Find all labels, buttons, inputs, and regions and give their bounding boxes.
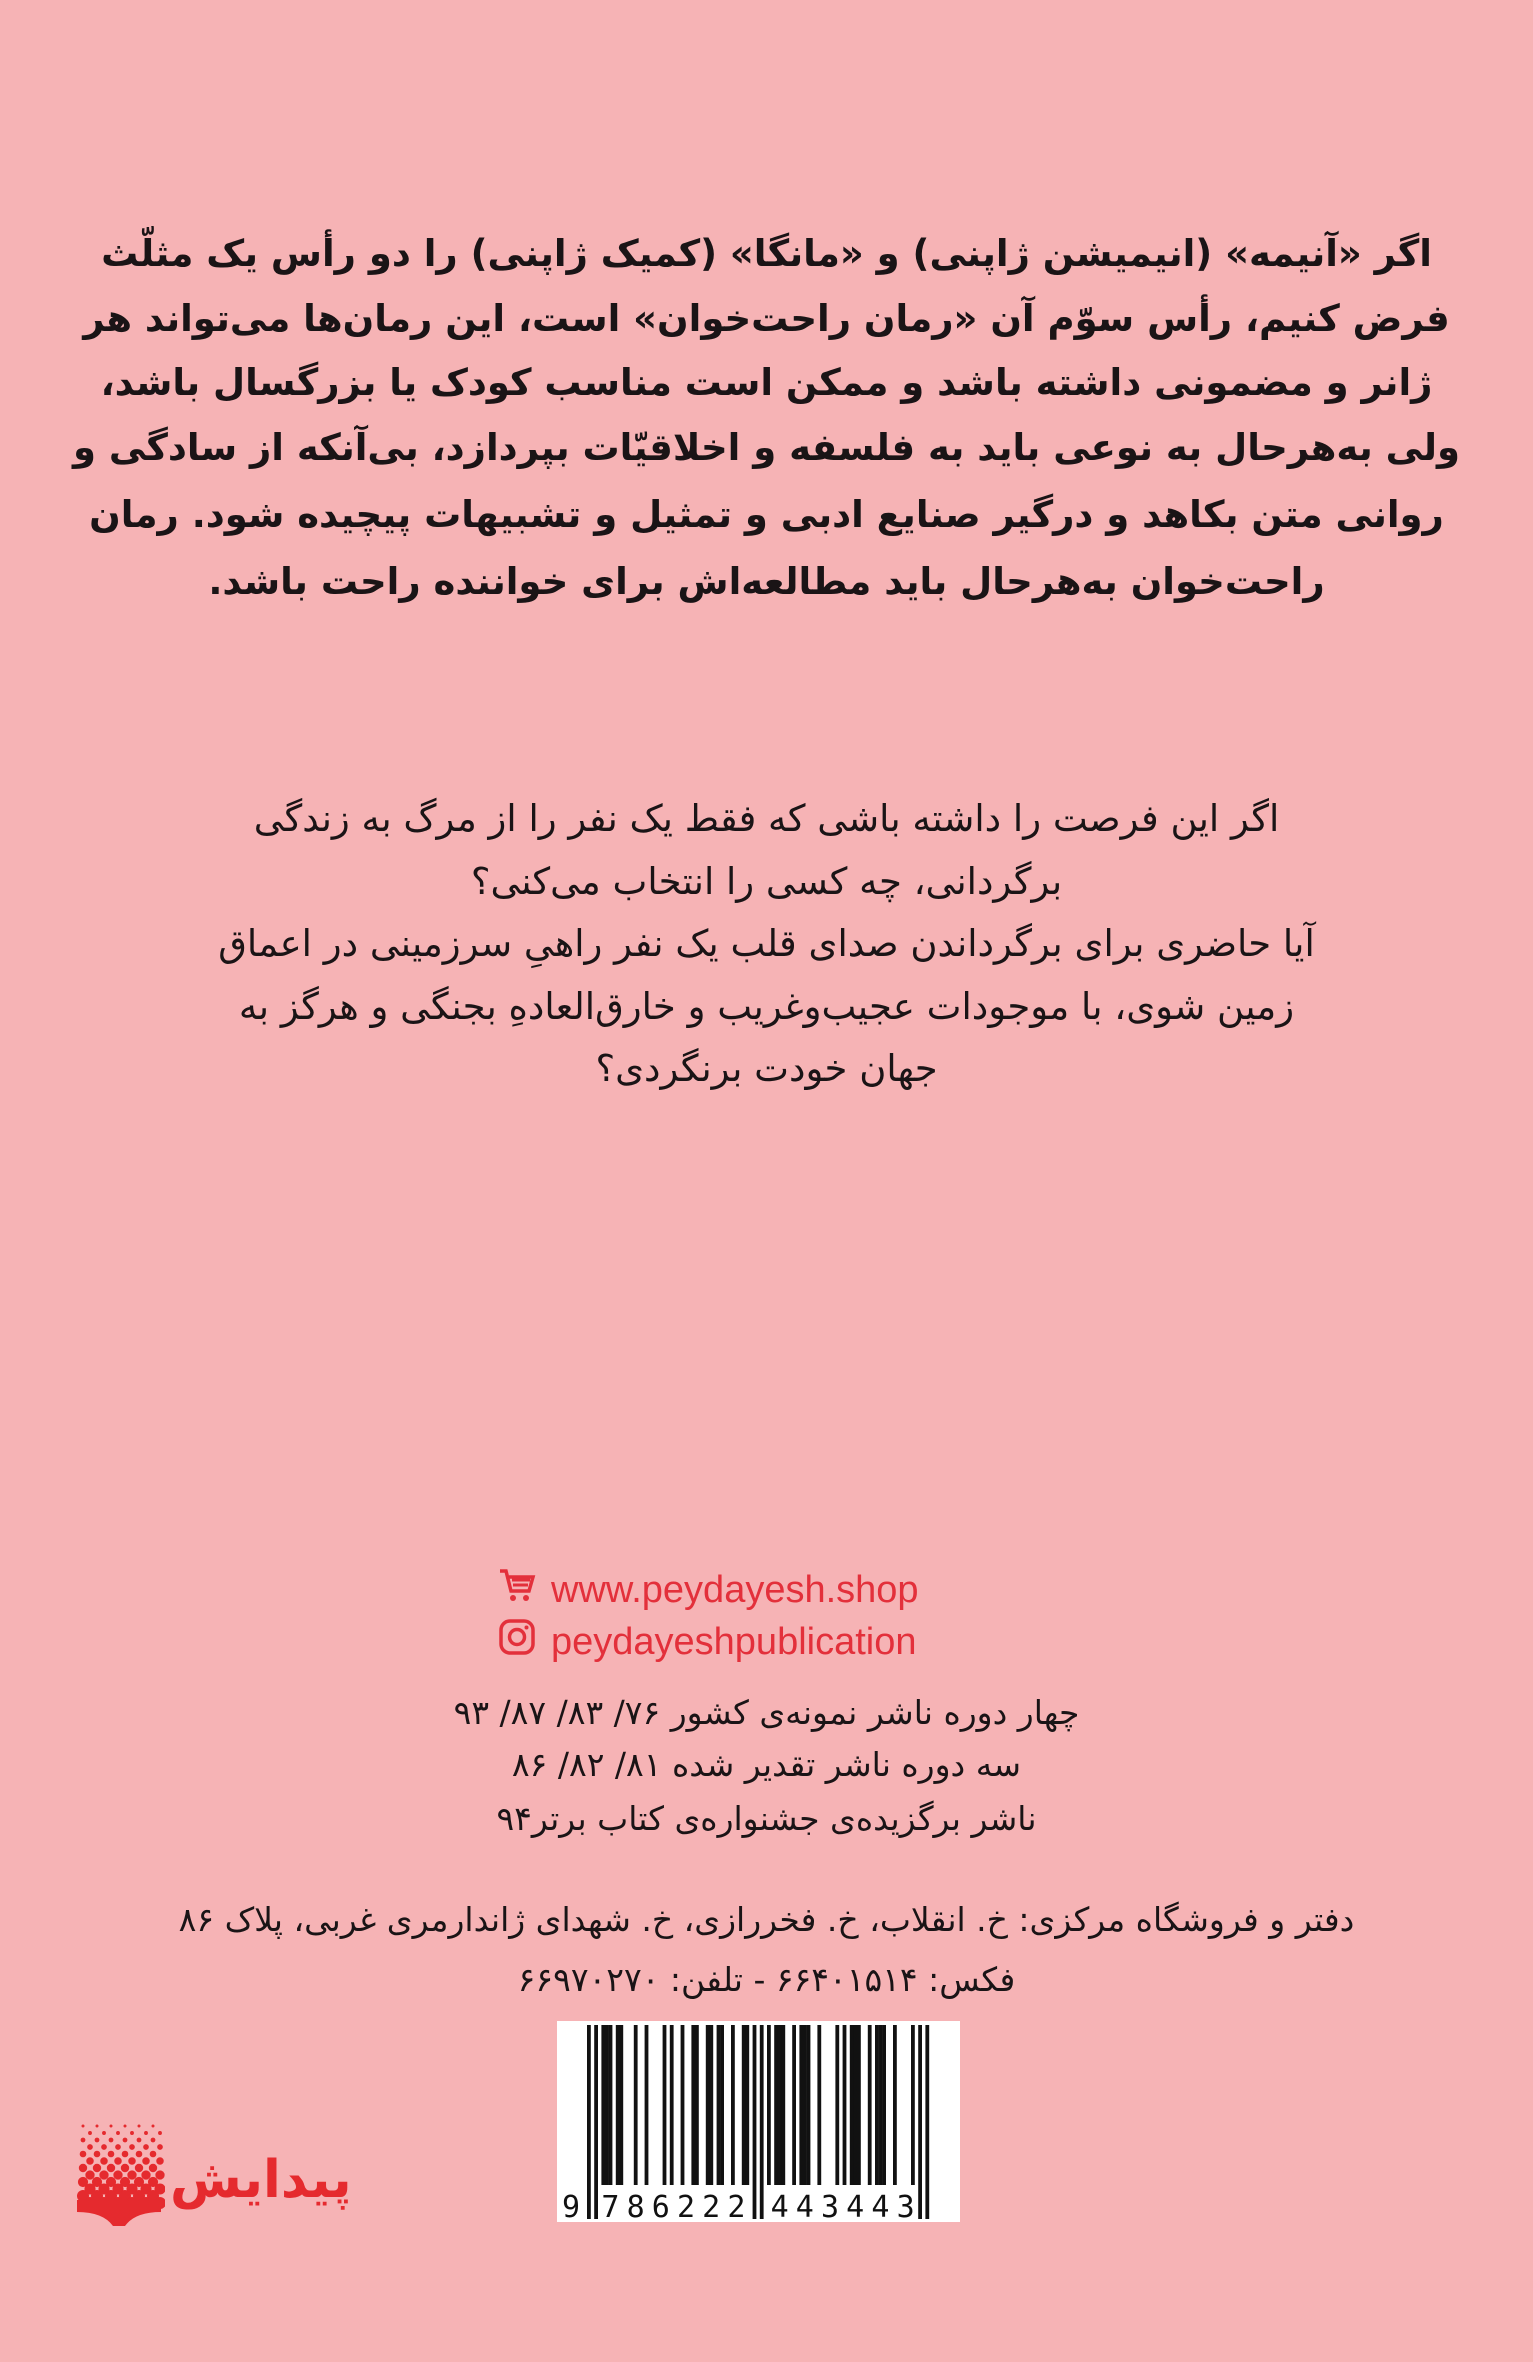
barcode-bar xyxy=(720,2025,724,2185)
barcode-bar xyxy=(850,2025,854,2185)
blurb-line: فرض کنیم، رأس سوّم آن «رمان راحت‌خوان» است، این رمان‌ها می‌تواند هر xyxy=(83,297,1450,340)
barcode-bar xyxy=(709,2025,713,2185)
barcode-bar xyxy=(853,2025,857,2185)
barcode-bar xyxy=(681,2025,685,2185)
teaser-line: آیا حاضری برای برگرداندن صدای قلب یک نفر راهیِ سرزمینی در اعماق xyxy=(218,922,1315,965)
barcode-bar xyxy=(706,2025,710,2185)
teaser-line: برگردانی، چه کسی را انتخاب می‌کنی؟ xyxy=(470,860,1063,903)
barcode-bar xyxy=(781,2025,785,2185)
barcode-digits: 2 xyxy=(676,2190,696,2222)
barcode-bar xyxy=(767,2025,771,2185)
blurb-line: ژانر و مضمونی داشته باشد و ممکن است مناسب کودک یا بزرگسال باشد، xyxy=(100,361,1433,404)
barcode-bar xyxy=(601,2025,605,2185)
barcode-bar xyxy=(619,2025,623,2185)
logo-tree-icon xyxy=(75,2120,165,2226)
barcode-bar xyxy=(717,2025,721,2185)
barcode-bar xyxy=(911,2025,915,2185)
barcode-bar xyxy=(691,2025,695,2185)
barcode-bar xyxy=(774,2025,778,2185)
barcode-bar xyxy=(875,2025,879,2185)
teaser-line: اگر این فرصت را داشته باشی که فقط یک نفر را از مرگ به زندگی xyxy=(253,797,1280,840)
logo-text: پیدایش xyxy=(170,2150,352,2210)
barcode-bar xyxy=(594,2025,598,2219)
barcode-digits: 3 xyxy=(896,2190,915,2222)
barcode-bar xyxy=(868,2025,872,2185)
barcode-digits: 7 xyxy=(601,2190,620,2222)
barcode-digits: 3 xyxy=(820,2190,840,2222)
instagram-handle[interactable]: peydayeshpublication xyxy=(551,1620,917,1663)
barcode-bar xyxy=(645,2025,649,2185)
award-line: ناشر برگزیده‌ی جشنواره‌ی کتاب برتر۹۴ xyxy=(496,1799,1037,1838)
barcode-bar xyxy=(803,2025,807,2185)
instagram-link[interactable] xyxy=(497,1617,917,1667)
barcode-bar xyxy=(843,2025,847,2185)
publisher-logo xyxy=(75,2120,352,2226)
barcode-bar xyxy=(695,2025,699,2185)
barcode-bar xyxy=(634,2025,638,2185)
barcode-bar xyxy=(731,2025,735,2185)
barcode-bar xyxy=(817,2025,821,2185)
barcode-bar xyxy=(616,2025,620,2185)
barcode-bar xyxy=(799,2025,803,2185)
barcode-bar xyxy=(587,2025,591,2219)
instagram-icon xyxy=(497,1617,537,1667)
isbn-barcode xyxy=(557,2021,960,2222)
barcode-digits: 4 xyxy=(846,2190,865,2222)
barcode-bar xyxy=(778,2025,782,2185)
barcode-bar xyxy=(760,2025,764,2219)
barcode-bar xyxy=(605,2025,609,2185)
barcode-bar xyxy=(893,2025,897,2185)
barcode-bar xyxy=(792,2025,796,2185)
barcode-digits: 8 xyxy=(626,2190,645,2222)
teaser-line: زمین شوی، با موجودات عجیب‌وغریب و خارق‌العادهِ بجنگی و هرگز به xyxy=(238,985,1295,1028)
barcode-digits: 6 xyxy=(651,2190,670,2222)
teaser-line: جهان خودت برنگردی؟ xyxy=(595,1047,938,1090)
blurb-line: اگر «آنیمه» (انیمیشن ژاپنی) و «مانگا» (کمیک ژاپنی) را دو رأس یک مثلّث xyxy=(101,232,1432,275)
barcode-bar xyxy=(857,2025,861,2185)
barcode-bar xyxy=(835,2025,839,2185)
barcode-bar xyxy=(879,2025,883,2185)
barcode-digits: 4 xyxy=(871,2190,890,2222)
barcode-digits: 2 xyxy=(727,2190,746,2222)
contact-line: فکس: ۶۶۴۰۱۵۱۴ - تلفن: ۶۶۹۷۰۲۷۰ xyxy=(517,1960,1016,1999)
barcode-bar xyxy=(925,2025,929,2219)
cart-icon xyxy=(497,1565,537,1615)
barcode-bar xyxy=(609,2025,613,2185)
shop-link[interactable] xyxy=(497,1565,919,1615)
barcode-digits: 2 xyxy=(702,2190,721,2222)
barcode-bar xyxy=(663,2025,667,2185)
barcode-bar xyxy=(753,2025,757,2219)
barcode-digits: 4 xyxy=(795,2190,814,2222)
award-line: سه دوره ناشر تقدیر شده ۸۱/ ۸۲/ ۸۶ xyxy=(511,1745,1022,1784)
shop-url[interactable]: www.peydayesh.shop xyxy=(551,1568,919,1611)
barcode-bar xyxy=(918,2025,922,2219)
award-line: چهار دوره ناشر نمونه‌ی کشور ۷۶/ ۸۳/ ۸۷/ ۹۳ xyxy=(453,1693,1080,1732)
blurb-line: راحت‌خوان به‌هرحال باید مطالعه‌اش برای خواننده راحت باشد. xyxy=(208,560,1325,603)
barcode-bar xyxy=(745,2025,749,2185)
barcode-digits: 9 xyxy=(561,2190,581,2222)
barcode-bar xyxy=(742,2025,746,2185)
barcode-bar xyxy=(882,2025,886,2185)
barcode-bar xyxy=(807,2025,811,2185)
barcode-digits: 4 xyxy=(770,2190,789,2222)
blurb-line: روانی متن بکاهد و درگیر صنایع ادبی و تمثیل و تشبیهات پیچیده شود. رمان xyxy=(89,493,1444,536)
blurb-line: ولی به‌هرحال به نوعی باید به فلسفه و اخلاقیّات بپردازد، بی‌آنکه از سادگی و xyxy=(73,426,1460,469)
barcode-bar xyxy=(670,2025,674,2185)
address-line: دفتر و فروشگاه مرکزی: خ. انقلاب، خ. فخررازی، خ. شهدای ژاندارمری غربی، پلاک ۸۶ xyxy=(178,1900,1355,1939)
